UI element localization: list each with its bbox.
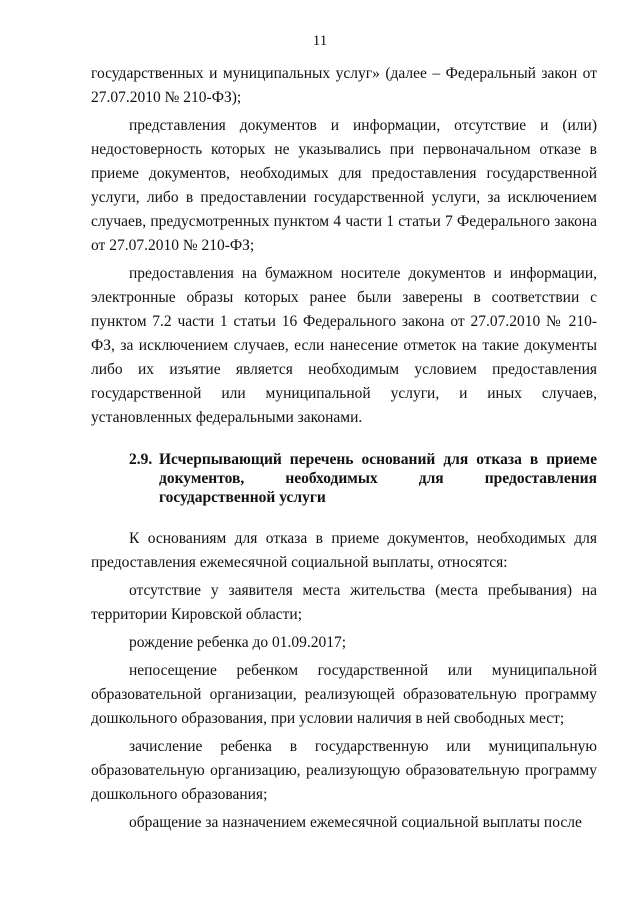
document-body (91, 62, 597, 835)
list-item-application-after: обращение за назначением ежемесячной социальной выплаты после (129, 814, 582, 831)
paragraph-grounds-intro: К основаниям для отказа в приеме документов, необходимых для предоставления ежемесячной социальной выплаты, относятся: (91, 530, 597, 571)
section-heading (129, 450, 597, 507)
list-item-non-attendance: непосещение ребенком государственной или муниципальной образовательной организации, реализующей образовательную программу дошкольного образования, при условии наличия в ней свободных мест; (91, 662, 597, 727)
list-item-residence: отсутствие у заявителя места жительства (места пребывания) на территории Кировской области; (91, 582, 597, 623)
page-number: 11 (312, 33, 328, 49)
paragraph-law-reference: государственных и муниципальных услуг» (далее – Федеральный закон от 27.07.2010 № 210-ФЗ); (91, 65, 597, 106)
paragraph-documents-information: представления документов и информации, отсутствие и (или) недостоверность которых не указывались при первоначальном отказе в приеме документов, необходимых для предоставления государственной услуги, либо в предоставлении государственной услуги, за исключением случаев, предусмотренных пунктом 4 части 1 статьи 7 Федерального закона от 27.07.2010 № 210-ФЗ; (91, 117, 597, 254)
list-item-birth-date: рождение ребенка до 01.09.2017; (129, 634, 347, 651)
section-number: 2.9. (129, 451, 153, 468)
paragraph-paper-documents: предоставления на бумажном носителе документов и информации, электронные образы которых ранее были заверены в соответствии с пунктом 7.2 части 1 статьи 16 Федерального закона от 27.07.2010 № 210-ФЗ, за исключением случаев, если нанесение отметок на такие документы либо их изъятие является необходимым условием предоставления государственной или муниципальной услуги, и иных случаев, установленных федеральными законами. (91, 265, 597, 426)
list-item-enrollment: зачисление ребенка в государственную или муниципальную образовательную организацию, реализующую образовательную программу дошкольного образования; (91, 738, 597, 803)
section-title: Исчерпывающий перечень оснований для отказа в приеме документов, необходимых для предоставления государственной услуги (159, 451, 597, 506)
